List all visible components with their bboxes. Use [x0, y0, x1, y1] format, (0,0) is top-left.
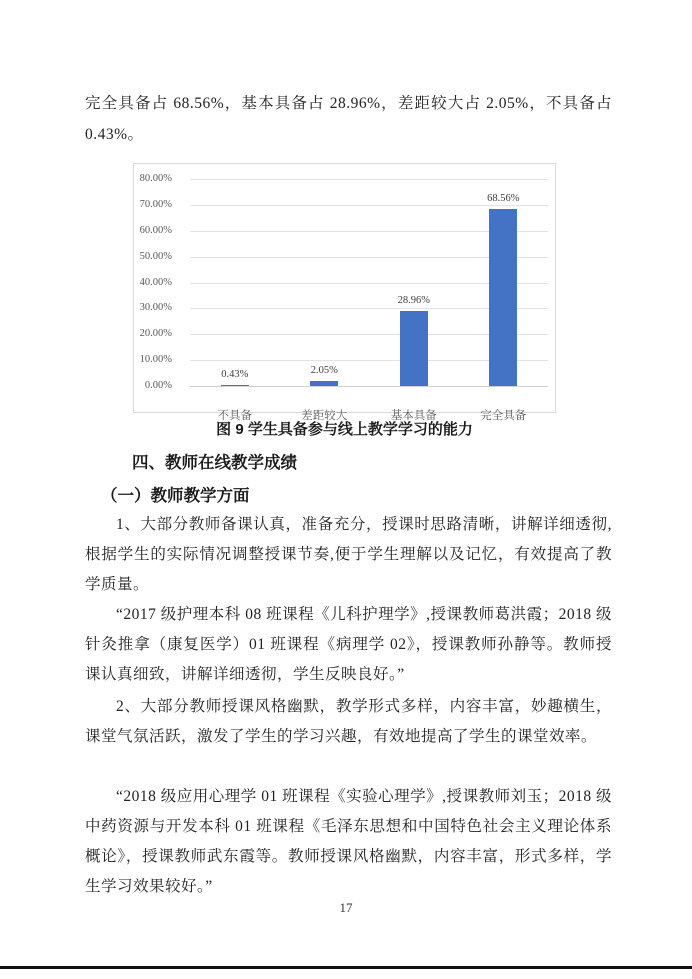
y-axis-tick-label: 70.00%: [139, 198, 172, 210]
y-axis-tick-label: 40.00%: [139, 276, 172, 288]
bar-value-label: 0.43%: [221, 368, 249, 380]
quote-paragraph-1: “2017 级护理本科 08 班课程《儿科护理学》,授课教师葛洪霞；2018 级针灸推拿（康复医学）01 班课程《病理学 02》，授课教师孙静等。教师授课认真细致，讲解详细透彻，学生反映良好。”: [85, 606, 612, 683]
bar-chart-figure: [133, 163, 556, 422]
bar-3: [400, 311, 428, 386]
bar-value-label: 28.96%: [397, 295, 430, 307]
x-category-label: 基本具备: [390, 410, 437, 422]
chart-plot-area: [139, 173, 548, 422]
x-category-label: 不具备: [217, 410, 252, 422]
y-axis-tick-label: 50.00%: [139, 250, 172, 262]
intro-paragraph: 完全具备占 68.56%，基本具备占 28.96%，差距较大占 2.05%，不具备占 0.43%。: [85, 95, 612, 143]
gridline: [190, 179, 548, 180]
x-category-label: 完全具备: [480, 410, 527, 422]
gridline: [190, 386, 548, 387]
bar-2: [310, 381, 338, 386]
x-category-label: 差距较大: [301, 410, 348, 422]
figure-caption: 图 9 学生具备参与线上教学学习的能力: [216, 421, 473, 438]
paragraph-2: 2、大部分教师授课风格幽默，教学形式多样，内容丰富，妙趣横生，课堂气氛活跃，激发了学生的学习兴趣，有效地提高了学生的课堂效率。: [85, 698, 612, 745]
window-bottom-edge: [0, 966, 692, 969]
y-axis-tick-label: 10.00%: [139, 354, 172, 366]
page-number: 17: [339, 900, 353, 915]
bar-value-label: 2.05%: [310, 364, 338, 376]
y-axis-tick-label: 20.00%: [139, 328, 172, 340]
subsection-heading: （一）教师教学方面: [101, 487, 250, 505]
y-axis-tick-label: 80.00%: [139, 173, 172, 184]
paragraph-1: 1、大部分教师备课认真，准备充分，授课时思路清晰，讲解详细透彻,根据学生的实际情况调整授课节奏,便于学生理解以及记忆，有效提高了教学质量。: [85, 516, 612, 593]
y-axis-tick-label: 60.00%: [139, 224, 172, 236]
y-axis-tick-label: 0.00%: [144, 380, 172, 391]
bar-value-label: 68.56%: [487, 192, 520, 204]
bar-1: [221, 385, 249, 386]
bar-4: [489, 209, 517, 386]
y-axis-tick-label: 30.00%: [139, 302, 172, 314]
gridline: [190, 205, 548, 206]
quote-paragraph-2: “2018 级应用心理学 01 班课程《实验心理学》,授课教师刘玉；2018 级中药资源与开发本科 01 班课程《毛泽东思想和中国特色社会主义理论体系概论》，授课教师武东霞等。教师授课风格幽默，内容丰富，形式多样，学生学习效果较好。”: [85, 788, 612, 895]
section-heading: 四、教师在线教学成绩: [132, 454, 297, 472]
